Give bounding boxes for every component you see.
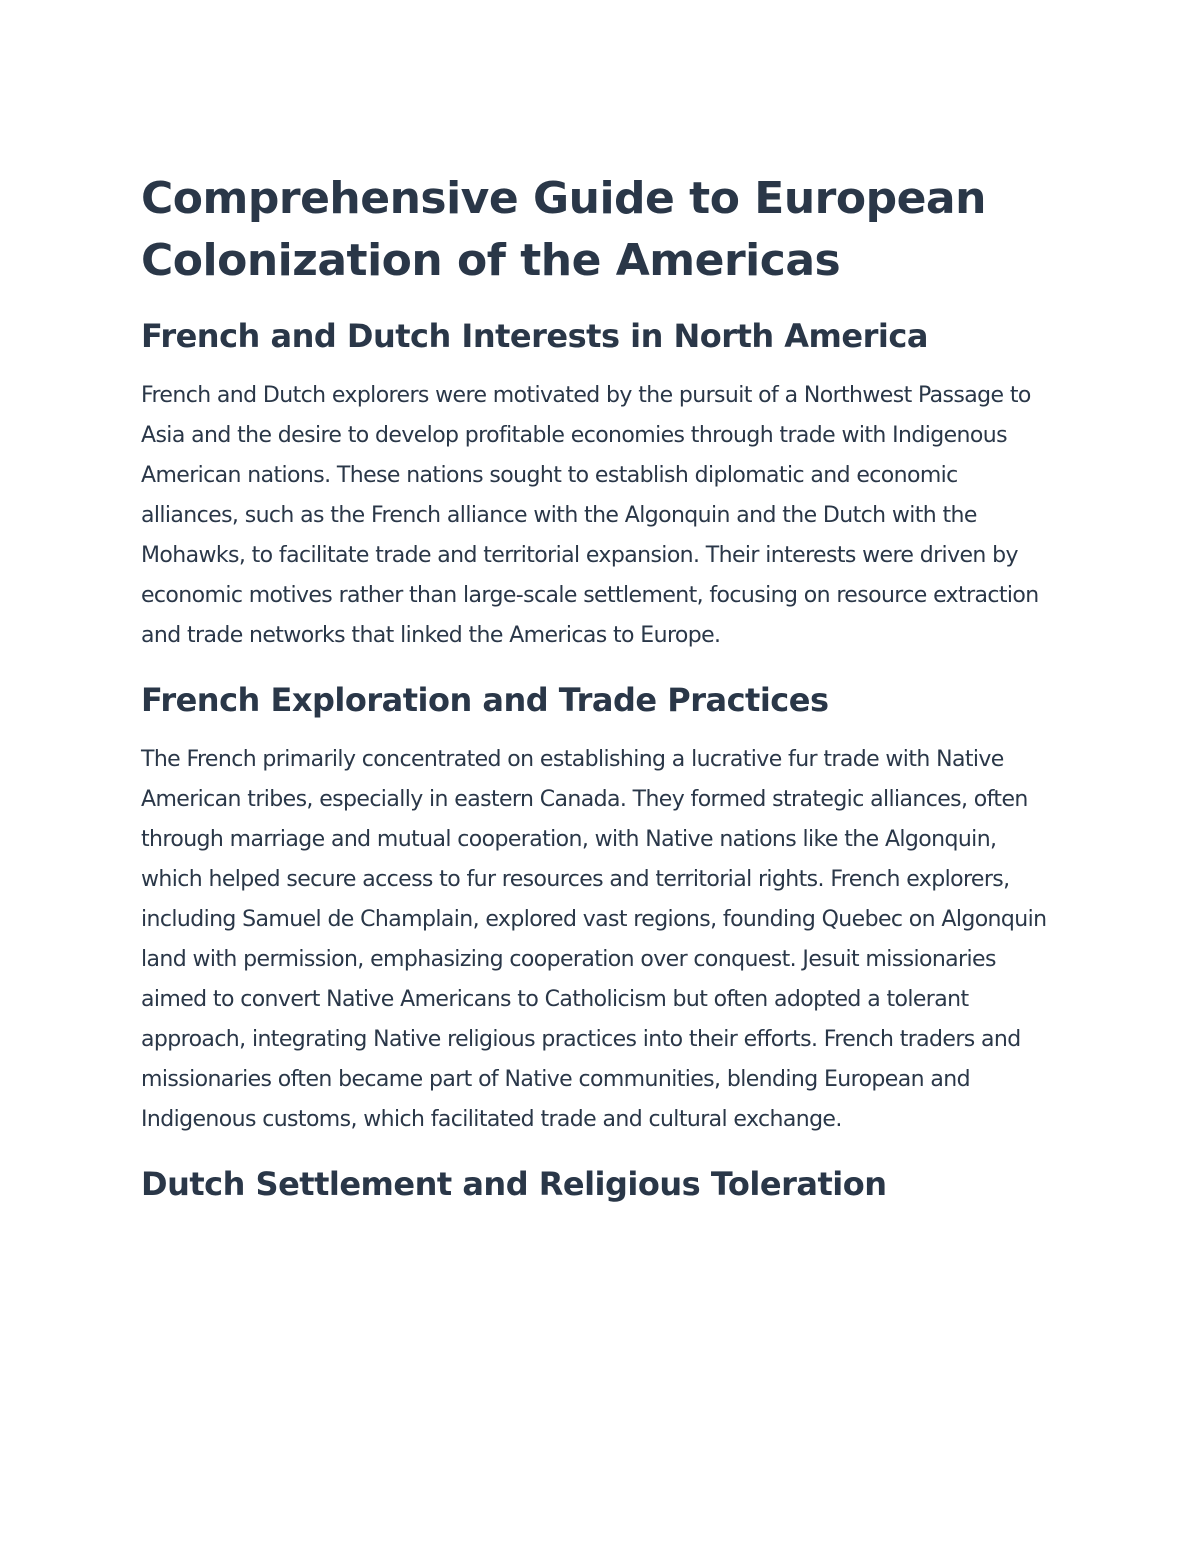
section-heading-french-dutch-interests: French and Dutch Interests in North America xyxy=(141,317,928,355)
document-title: Comprehensive Guide to European Colonization of the Americas xyxy=(141,173,986,286)
section-heading-dutch-settlement: Dutch Settlement and Religious Toleration xyxy=(141,1165,887,1203)
document-page xyxy=(141,168,1061,1224)
section-body-french-exploration: The French primarily concentrated on establishing a lucrative fur trade with Native American tribes, especially in eastern Canada. They formed strategic alliances, often through marriage and mutual cooperation, with Native nations like the Algonquin, which helped secure access to fur resources and territorial rights. French explorers, including Samuel de Champlain, explored vast regions, founding Quebec on Algonquin land with permission, emphasizing cooperation over conquest. Jesuit missionaries aimed to convert Native Americans to Catholicism but often adopted a tolerant approach, integrating Native religious practices into their efforts. French traders and missionaries often became part of Native communities, blending European and Indigenous customs, which facilitated trade and cultural exchange. xyxy=(141,747,1047,1132)
section-heading-french-exploration: French Exploration and Trade Practices xyxy=(141,681,829,719)
section-body-french-dutch-interests: French and Dutch explorers were motivated by the pursuit of a Northwest Passage to Asia and the desire to develop profitable economies through trade with Indigenous American nations. These nations sought to establish diplomatic and economic alliances, such as the French alliance with the Algonquin and the Dutch with the Mohawks, to facilitate trade and territorial expansion. Their interests were driven by economic motives rather than large-scale settlement, focusing on resource extraction and trade networks that linked the Americas to Europe. xyxy=(141,383,1039,648)
